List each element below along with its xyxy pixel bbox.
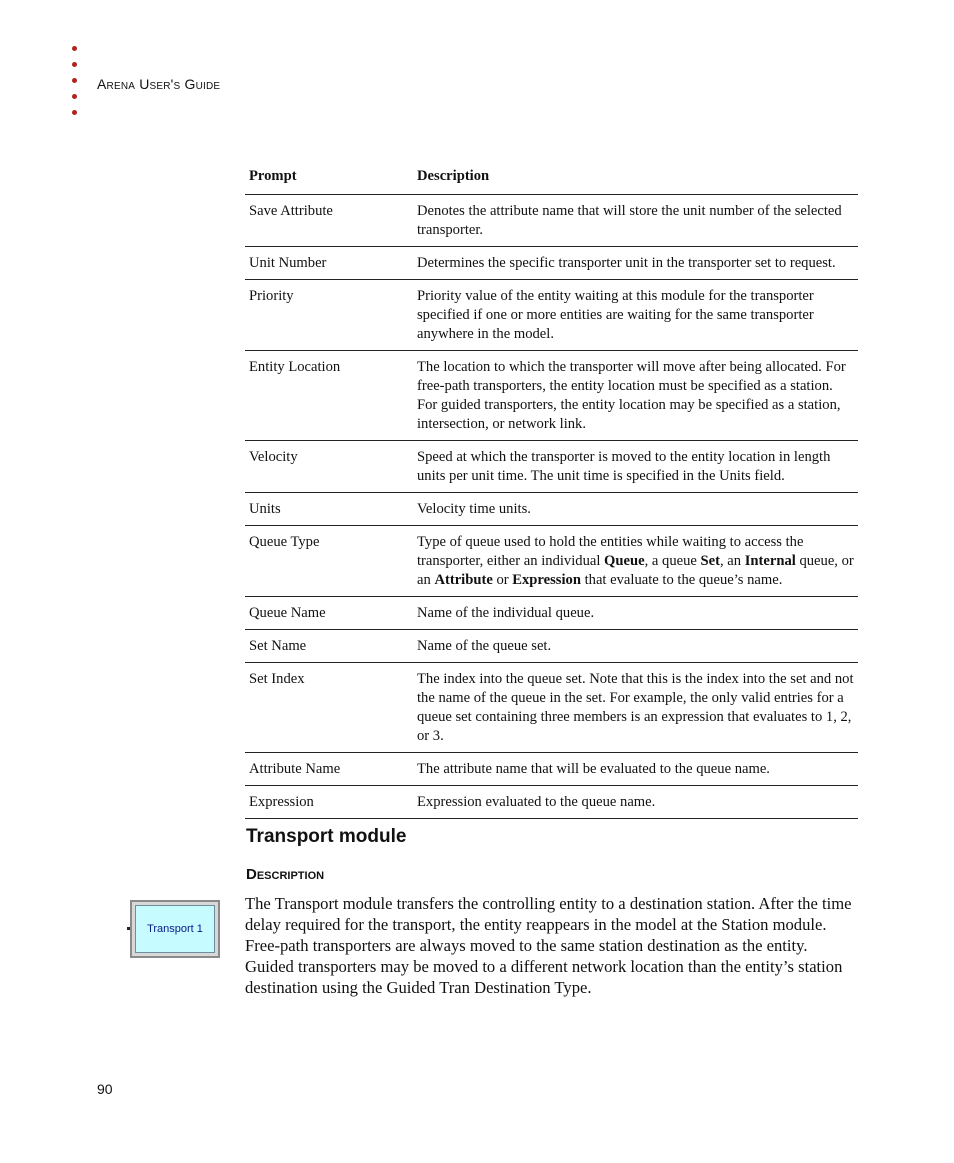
prompt-cell: Entity Location	[245, 351, 413, 441]
prompt-cell: Velocity	[245, 441, 413, 493]
description-text: The location to which the transporter will move after being allocated. For free-path transporters, the entity location must be specified as a station. For guided transporters, the entity location may be specified as a station, intersection, or network link.	[417, 359, 846, 432]
table-body	[245, 195, 858, 819]
transport-module-icon	[130, 900, 220, 958]
description-text: Expression evaluated to the queue name.	[417, 794, 656, 810]
description-text: Speed at which the transporter is moved to the entity location in length units per unit time. The unit time is specified in the Units field.	[417, 449, 831, 484]
bold-term: Set	[700, 553, 720, 569]
description-cell	[413, 493, 858, 526]
description-paragraph: The Transport module transfers the controlling entity to a destination station. After the time delay required for the transport, the entity reappears in the model at the Station module. Free-path transporters are always moved to the same station destination as the entity. Guided transporters may be moved to a different network location than the entity’s station destination using the Guided Tran Destination Type.	[245, 894, 852, 997]
description-text: Denotes the attribute name that will store the unit number of the selected transporter.	[417, 203, 842, 238]
description-text: Name of the individual queue.	[417, 605, 595, 621]
description-cell	[413, 597, 858, 630]
table-row	[245, 786, 858, 819]
table-row	[245, 753, 858, 786]
table-row	[245, 526, 858, 597]
bold-term: Attribute	[434, 572, 493, 588]
prompt-cell: Queue Name	[245, 597, 413, 630]
prompt-description-table	[245, 160, 858, 819]
table-row	[245, 247, 858, 280]
section-subtitle: Description	[246, 866, 325, 883]
description-cell	[413, 526, 858, 597]
description-text: or	[492, 572, 513, 588]
bullet-dot	[72, 62, 77, 67]
prompt-cell: Attribute Name	[245, 753, 413, 786]
bold-term: Expression	[512, 572, 581, 588]
section-title: Transport module	[246, 826, 407, 847]
table-row	[245, 597, 858, 630]
description-cell	[413, 753, 858, 786]
module-icon-label: Transport 1	[135, 905, 215, 953]
page-number: 90	[97, 1081, 113, 1097]
prompt-cell: Expression	[245, 786, 413, 819]
bold-term: Queue	[604, 553, 645, 569]
prompt-cell: Save Attribute	[245, 195, 413, 247]
description-cell	[413, 441, 858, 493]
prompt-cell: Priority	[245, 280, 413, 351]
description-cell	[413, 786, 858, 819]
description-cell	[413, 630, 858, 663]
column-header-prompt: Prompt	[245, 160, 413, 195]
running-header: Arena User's Guide	[97, 76, 221, 92]
table-header-row	[245, 160, 858, 195]
description-text: The attribute name that will be evaluated to the queue name.	[417, 761, 770, 777]
description-text: , an	[719, 553, 745, 569]
description-text: Type of queue used to hold the entities while waiting to access the transporter, either an individual	[417, 534, 804, 569]
table-row	[245, 630, 858, 663]
description-cell	[413, 351, 858, 441]
description-cell	[413, 247, 858, 280]
table-row	[245, 351, 858, 441]
description-text: Name of the queue set.	[417, 638, 552, 654]
description-text: , a queue	[644, 553, 701, 569]
table-row	[245, 441, 858, 493]
description-cell	[413, 280, 858, 351]
prompt-cell: Set Index	[245, 663, 413, 753]
description-text: The index into the queue set. Note that this is the index into the set and not the name of the queue in the set. For example, the only valid entries for a queue set containing three members is an expression that evaluates to 1, 2, or 3.	[417, 671, 854, 744]
description-text: queue, or an	[417, 553, 854, 588]
description-text: that evaluate to the queue’s name.	[580, 572, 783, 588]
bold-term: Internal	[744, 553, 796, 569]
table-row	[245, 663, 858, 753]
bullet-dot	[72, 78, 77, 83]
bullet-dot	[72, 110, 77, 115]
prompt-cell: Unit Number	[245, 247, 413, 280]
prompt-cell: Queue Type	[245, 526, 413, 597]
description-text: Determines the specific transporter unit in the transporter set to request.	[417, 255, 836, 271]
description-cell	[413, 663, 858, 753]
bullet-dot	[72, 46, 77, 51]
description-text: Priority value of the entity waiting at this module for the transporter specified if one or more entities are waiting for the same transporter anywhere in the model.	[417, 288, 814, 342]
prompt-cell: Units	[245, 493, 413, 526]
table-row	[245, 195, 858, 247]
table-row	[245, 280, 858, 351]
column-header-description: Description	[413, 160, 858, 195]
bullet-dot	[72, 94, 77, 99]
table-row	[245, 493, 858, 526]
description-cell	[413, 195, 858, 247]
prompt-cell: Set Name	[245, 630, 413, 663]
description-text: Velocity time units.	[417, 501, 531, 517]
